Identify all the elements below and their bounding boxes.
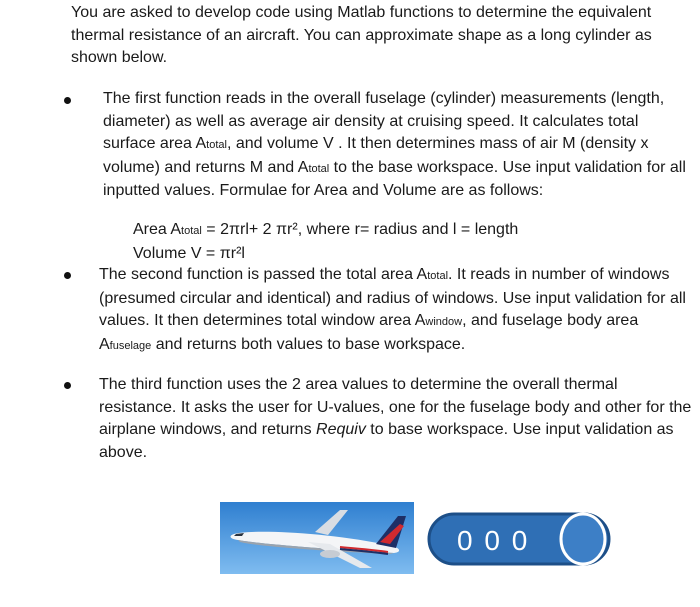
intro-paragraph: You are asked to develop code using Matlab functions to determine the equivalent thermal resistance of an aircraft. You can approximate shape as a long cylinder as shown below. (71, 4, 652, 66)
cylinder-end-cap (561, 514, 605, 564)
bullet-dot-3 (64, 382, 71, 389)
bullet-1-paragraph: The first function reads in the overall fuselage (cylinder) measurements (length, diameter) as well as average air density at cruising speed. It calculates total surface area Atotal, and volume V . It then determines mass of air M (density x volume) and returns M and Atotal to the base workspace. Use input validation for all inputted values. Formulae for Area and Volume are as follows: (103, 90, 686, 199)
formula-block (133, 219, 653, 265)
bullet-dot-2 (64, 272, 71, 279)
airplane-image (220, 502, 414, 574)
bullet-dot-1 (64, 97, 71, 104)
area-formula: Area Atotal = 2πrl+ 2 πr², where r= radius and l = length (133, 221, 519, 238)
bullet-3-paragraph: The third function uses the 2 area values to determine the overall thermal resistance. It asks the user for U-values, one for the fuselage body and other for the airplane windows, and returns Requiv to base workspace. Use input validation as above. (99, 376, 692, 461)
bullet-2-paragraph: The second function is passed the total area Atotal. It reads in number of windows (presumed circular and identical) and radius of windows. Use input validation for all values. It then determines total window area Awindow, and fuselage body area Afuselage and returns both values to base workspace. (99, 266, 686, 353)
windows-label: 0 0 0 (457, 525, 530, 556)
fuselage-cylinder-diagram (427, 510, 613, 568)
volume-formula: Volume V = πr²l (133, 244, 245, 262)
